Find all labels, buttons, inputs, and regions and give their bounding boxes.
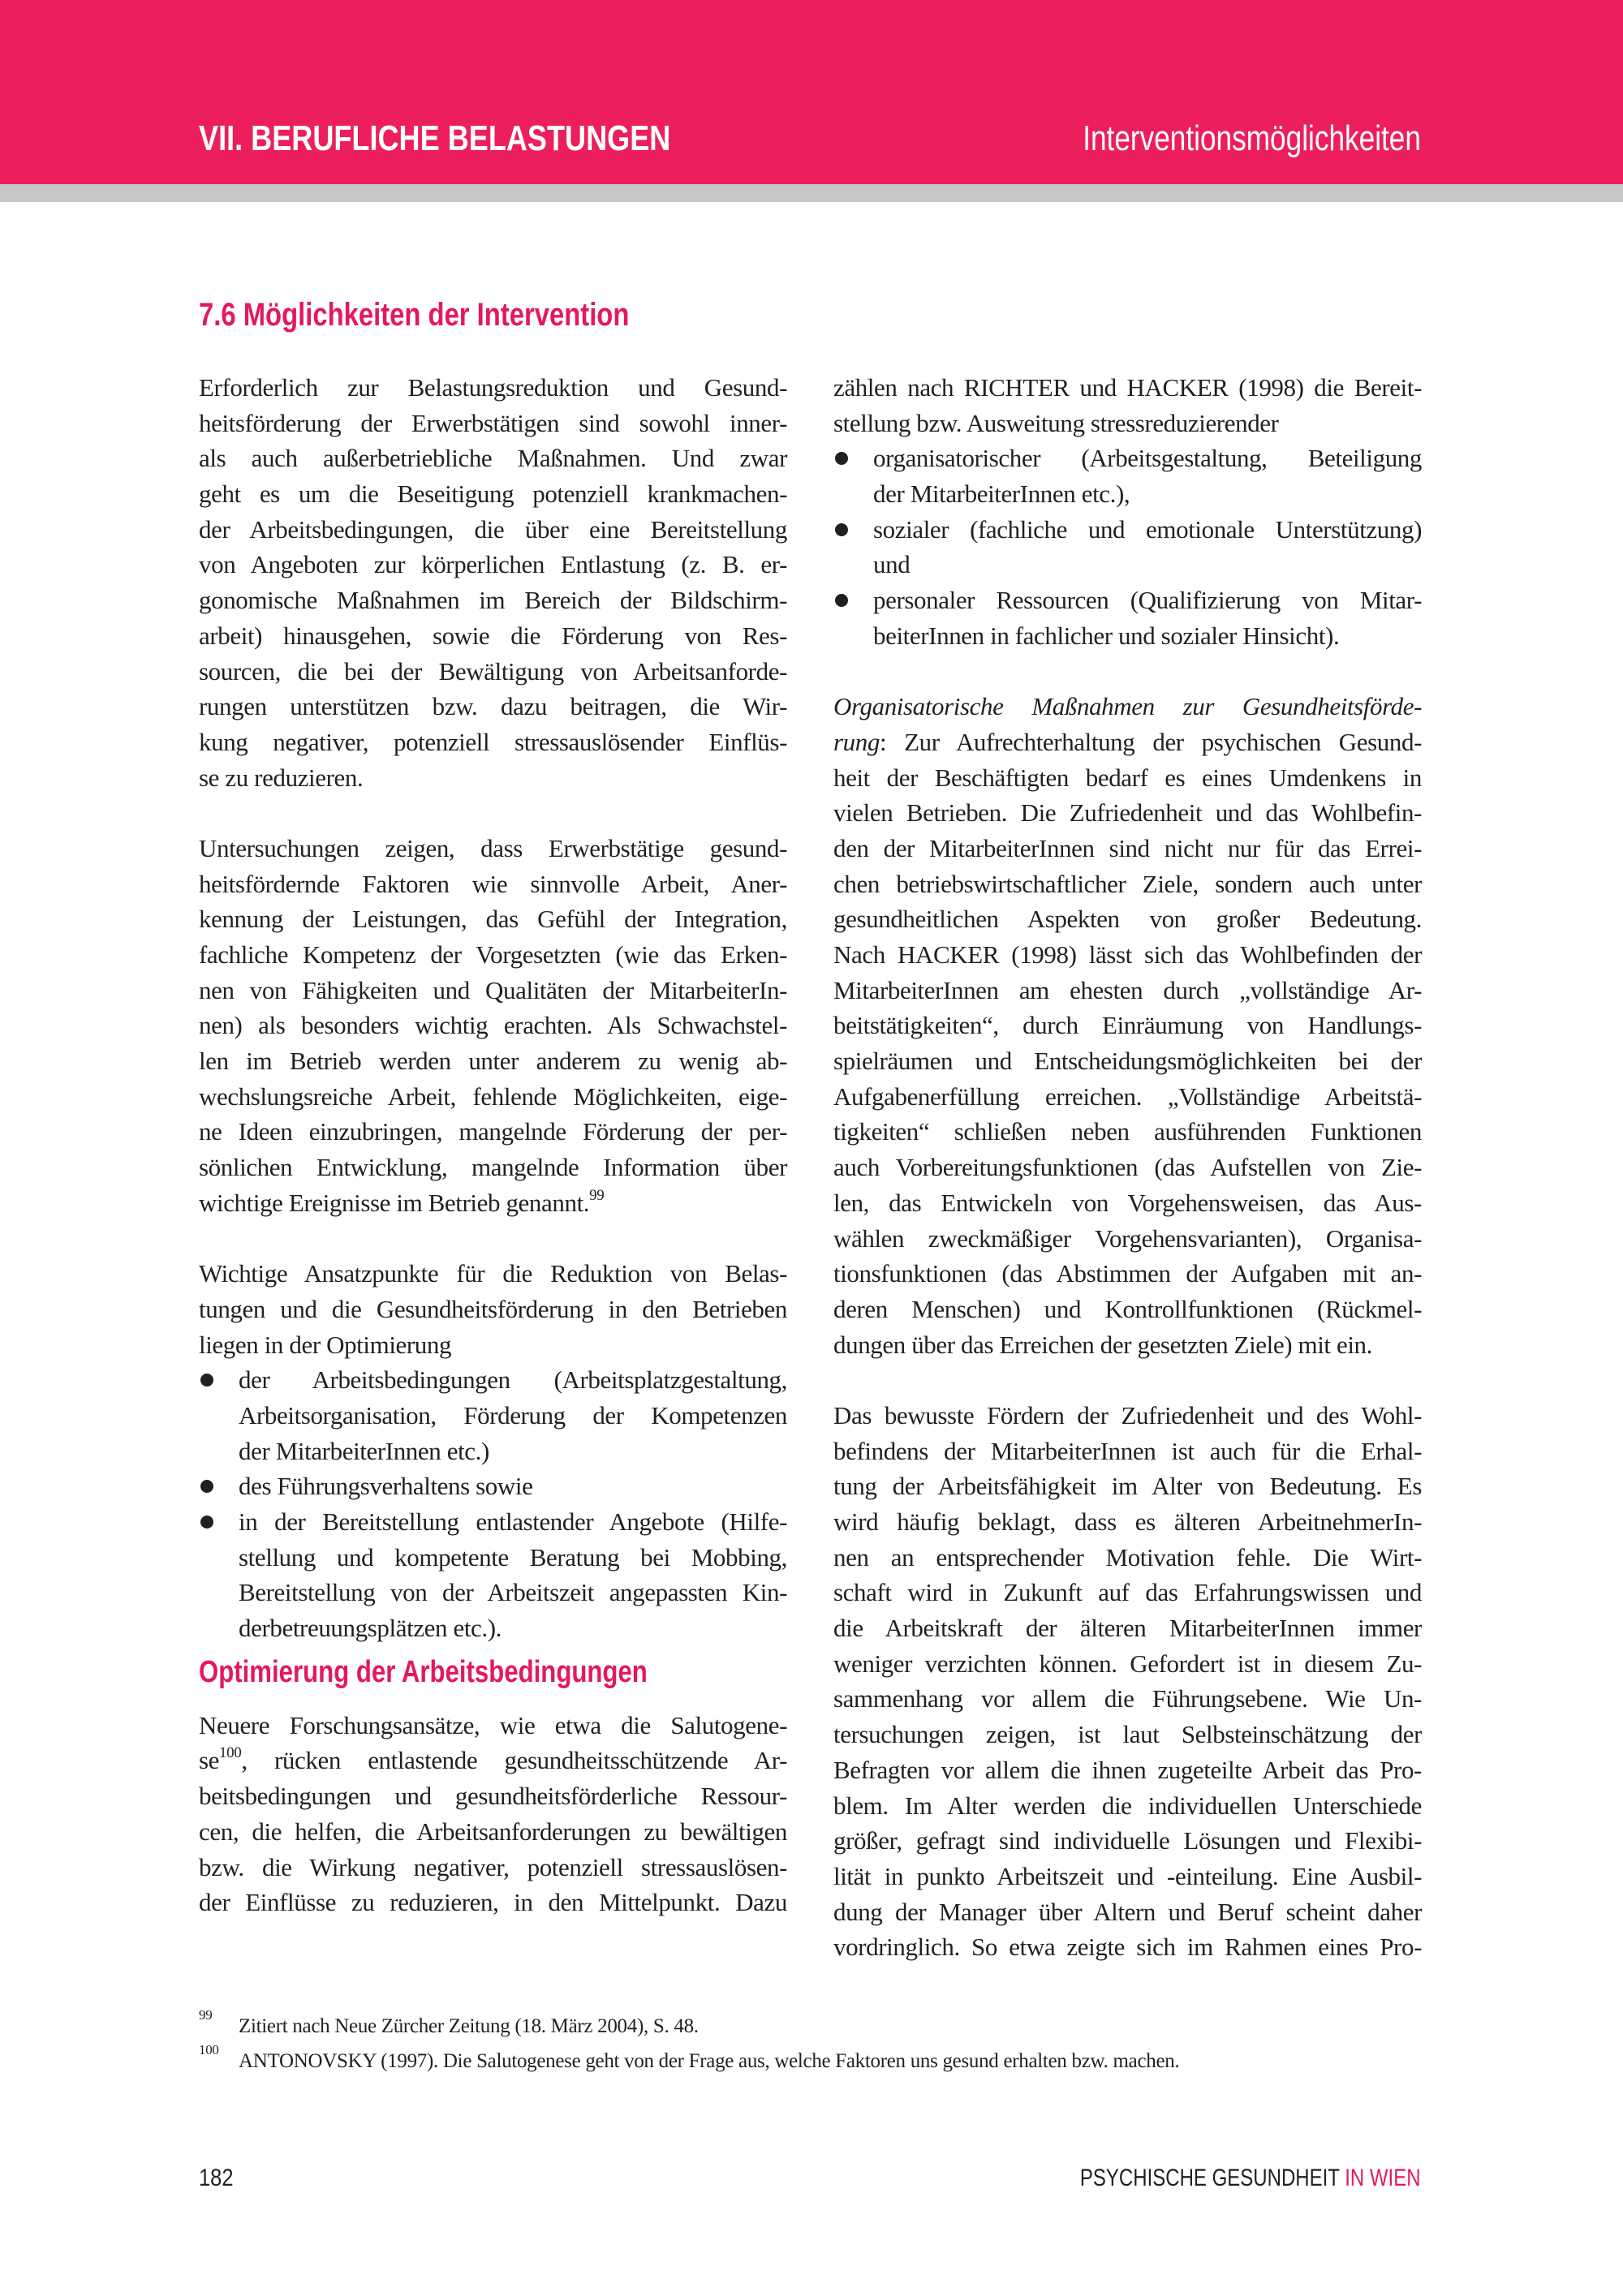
page-number: 182 <box>199 2165 234 2191</box>
text-line: nen an entsprechender Motivation fehle. Die Wirt- <box>833 1542 1422 1572</box>
text-line: die Arbeitskraft der älteren MitarbeiterInnen immer <box>833 1614 1422 1643</box>
footnote-text: Zitiert nach Neue Zürcher Zeitung (18. März 2004), S. 48. <box>239 2015 699 2037</box>
text-line: nen von Fähigkeiten und Qualitäten der MitarbeiterIn- <box>199 975 787 1004</box>
text-line: personaler Ressourcen (Qualifizierung von Mitar- <box>873 586 1422 615</box>
text-line: Erforderlich zur Belastungsreduktion und Gesund- <box>199 373 787 402</box>
text-line: als auch außerbetriebliche Maßnahmen. Und zwar <box>199 444 787 473</box>
italic-text: rung <box>833 727 880 756</box>
text-line: und <box>873 550 911 579</box>
text-line: len im Betrieb werden unter anderem zu wenig ab- <box>199 1047 787 1076</box>
text-line: auch Vorbereitungsfunktionen (das Aufstellen von Zie- <box>833 1153 1422 1182</box>
text-line: tigkeiten“ schließen neben ausführenden Funktionen <box>833 1117 1422 1146</box>
brand-accent: IN WIEN <box>1345 2165 1421 2191</box>
text-line: ne Ideen einzubringen, mangelnde Förderung der per- <box>199 1117 787 1146</box>
text-line: bzw. die Wirkung negativer, potenziell stressauslösen- <box>199 1852 787 1881</box>
text-line: Das bewusste Fördern der Zufriedenheit und des Wohl- <box>833 1400 1422 1430</box>
bullet-icon <box>200 1480 213 1493</box>
section-title: 7.6 Möglichkeiten der Intervention <box>199 297 630 333</box>
bullet-item <box>199 1504 787 1646</box>
text-line: der MitarbeiterInnen etc.) <box>239 1436 489 1465</box>
text-line: geht es um die Beseitigung potenziell krankmachen- <box>199 479 787 509</box>
bullet-icon <box>200 1374 213 1387</box>
paragraph <box>199 1708 787 1920</box>
text-line: nen) als besonders wichtig erachten. Als Schwachstel- <box>199 1011 787 1040</box>
paragraph <box>833 1398 1422 1965</box>
italic-text: Organisatorische Maßnahmen zur Gesundheitsförde- <box>833 692 1422 721</box>
bullet-item <box>833 441 1422 511</box>
footnote-number: 100 <box>199 2042 219 2057</box>
text-line: sönlichen Entwicklung, mangelnde Information über <box>199 1153 787 1182</box>
bullet-list <box>199 1362 787 1646</box>
left-column <box>199 370 787 1920</box>
text-line: heit der Beschäftigten bedarf es eines Umdenkens in <box>833 763 1422 792</box>
text-line: beitsbedingungen und gesundheitsförderliche Ressour- <box>199 1782 787 1811</box>
text-line: vielen Betrieben. Die Zufriedenheit und das Wohlbefin- <box>833 798 1422 828</box>
text-line: beitstätigkeiten“, durch Einräumung von Handlungs- <box>833 1011 1422 1040</box>
text-line: tersuchungen zeigen, ist laut Selbsteinschätzung der <box>833 1720 1422 1749</box>
text-line: von Angeboten zur körperlichen Entlastung (z. B. er- <box>199 550 787 579</box>
text-line: den der MitarbeiterInnen sind nicht nur für das Errei- <box>833 833 1422 862</box>
bullet-icon <box>835 594 848 607</box>
bullet-list <box>833 441 1422 653</box>
text-line: heitsfördernde Faktoren wie sinnvolle Arbeit, Aner- <box>199 869 787 898</box>
text-line: fachliche Kompetenz der Vorgesetzten (wie das Erken- <box>199 940 787 969</box>
text-line: der Einflüsse zu reduzieren, in den Mittelpunkt. Dazu <box>199 1888 787 1917</box>
text-line: zählen nach RICHTER und HACKER (1998) die Bereit- <box>833 373 1422 402</box>
text-line: se zu reduzieren. <box>199 763 364 792</box>
text-line: deren Menschen) und Kontrollfunktionen (Rückmel- <box>833 1294 1422 1323</box>
text-line: befindens der MitarbeiterInnen ist auch für die Erhal- <box>833 1436 1422 1465</box>
bullet-icon <box>200 1516 213 1529</box>
text-line: Untersuchungen zeigen, dass Erwerbstätige gesund- <box>199 833 787 862</box>
bullet-item <box>833 512 1422 583</box>
text-line: größer, gefragt sind individuelle Lösungen und Flexibi- <box>833 1826 1422 1855</box>
text-line: sourcen, die bei der Bewältigung von Arbeitsanforde- <box>199 656 787 686</box>
text-line: lität in punkto Arbeitszeit und -einteilung. Eine Ausbil- <box>833 1861 1422 1890</box>
text-line: sozialer (fachliche und emotionale Unterstützung) <box>873 514 1422 544</box>
footnote-ref: 100 <box>219 1744 242 1762</box>
text-line: dung der Manager über Altern und Beruf scheint daher <box>833 1897 1422 1926</box>
subsection-heading: Optimierung der Arbeitsbedingungen <box>199 1654 648 1689</box>
text-line: dungen über das Erreichen der gesetzten Ziele) mit ein. <box>833 1330 1373 1359</box>
text-segment: wichtige Ereignisse im Betrieb genannt. <box>199 1188 590 1217</box>
text-line: in der Bereitstellung entlastender Angebote (Hilfe- <box>239 1507 787 1536</box>
text-line: tionsfunktionen (das Abstimmen der Aufgaben mit an- <box>833 1259 1422 1288</box>
paragraph <box>199 831 787 1221</box>
footnote-number: 99 <box>199 2007 213 2023</box>
text-line: MitarbeiterInnen am ehesten durch „vollständige Ar- <box>833 975 1422 1004</box>
text-line: stellung bzw. Ausweitung stressreduzierender <box>833 408 1279 437</box>
text-line: heitsförderung der Erwerbstätigen sind sowohl inner- <box>199 408 787 437</box>
text-line: Aufgabenerfüllung erreichen. „Vollständige Arbeitstä- <box>833 1081 1422 1111</box>
text-line: Arbeitsorganisation, Förderung der Kompetenzen <box>239 1400 787 1430</box>
footnote-ref: 99 <box>589 1186 605 1204</box>
text-line: des Führungsverhaltens sowie <box>239 1472 533 1501</box>
text-segment: , rücken entlastende gesundheitsschützende Ar- <box>241 1746 787 1775</box>
text-line: gesundheitlichen Aspekten von großer Bedeutung. <box>833 905 1422 934</box>
text-line: liegen in der Optimierung <box>199 1330 452 1359</box>
text-line <box>199 1743 787 1778</box>
topic-title: Interventionsmöglichkeiten <box>1083 118 1421 158</box>
paragraph-gap <box>199 795 787 831</box>
text-line: Befragten vor allem die ihnen zugeteilte Arbeit das Pro- <box>833 1755 1422 1784</box>
text-line: stellung und kompetente Beratung bei Mobbing, <box>239 1542 787 1572</box>
text-line: len, das Entwickeln von Vorgehensweisen, das Aus- <box>833 1188 1422 1217</box>
text-line: arbeit) hinausgehen, sowie die Förderung von Res- <box>199 621 787 650</box>
text-line: der Arbeitsbedingungen, die über eine Bereitstellung <box>199 514 787 544</box>
text-line: blem. Im Alter werden die individuellen Unterschiede <box>833 1791 1422 1820</box>
text-line: schaft wird in Zukunft auf das Erfahrungswissen und <box>833 1578 1422 1607</box>
text-line: gonomische Maßnahmen im Bereich der Bildschirm- <box>199 586 787 615</box>
text-line: beiterInnen in fachlicher und sozialer Hinsicht). <box>873 621 1340 650</box>
paragraph-gap <box>833 1362 1422 1398</box>
text-line: vordringlich. So etwa zeigte sich im Rahmen eines Pro- <box>833 1933 1422 1962</box>
footer-brand <box>1080 2165 1421 2192</box>
text-line: spielräumen und Entscheidungsmöglichkeiten bei der <box>833 1047 1422 1076</box>
text-line: Nach HACKER (1998) lässt sich das Wohlbefinden der <box>833 940 1422 969</box>
text-line: der Arbeitsbedingungen (Arbeitsplatzgestaltung, <box>239 1365 787 1395</box>
paragraph-gap <box>833 654 1422 690</box>
text-line <box>833 689 1422 724</box>
text-line: kung negativer, potenziell stressauslösender Einflüs- <box>199 727 787 756</box>
text-line: wechslungsreiche Arbeit, fehlende Möglichkeiten, eige- <box>199 1081 787 1111</box>
text-line: wählen zweckmäßiger Vorgehensvarianten), Organisa- <box>833 1223 1422 1253</box>
text-line: rungen unterstützen bzw. dazu beitragen, die Wir- <box>199 692 787 721</box>
paragraph <box>199 1256 787 1362</box>
text-line: wird häufig beklagt, dass es älteren ArbeitnehmerIn- <box>833 1507 1422 1536</box>
brand-main: PSYCHISCHE GESUNDHEIT <box>1080 2165 1340 2191</box>
right-column <box>833 370 1422 1965</box>
footnote-text: ANTONOVSKY (1997). Die Salutogenese geht von der Frage aus, welche Faktoren uns gesund erhalten bzw. machen. <box>239 2050 1180 2072</box>
text-line: Neuere Forschungsansätze, wie etwa die Salutogene- <box>199 1710 787 1739</box>
paragraph <box>199 370 787 795</box>
text-line: der MitarbeiterInnen etc.), <box>873 479 1130 509</box>
bullet-icon <box>835 452 848 465</box>
header-divider <box>0 184 1623 202</box>
bullet-item <box>199 1468 787 1504</box>
text-line: kennung der Leistungen, das Gefühl der Integration, <box>199 905 787 934</box>
text-line: weniger verzichten können. Gefordert ist in diesem Zu- <box>833 1649 1422 1678</box>
text-line: organisatorischer (Arbeitsgestaltung, Beteiligung <box>873 444 1422 473</box>
paragraph <box>833 370 1422 441</box>
chapter-title: VII. BERUFLICHE BELASTUNGEN <box>199 118 671 158</box>
text-line: Wichtige Ansatzpunkte für die Reduktion von Belas- <box>199 1259 787 1288</box>
text-segment: se <box>199 1746 220 1775</box>
text-line: tung der Arbeitsfähigkeit im Alter von Bedeutung. Es <box>833 1472 1422 1501</box>
paragraph-gap <box>199 1221 787 1257</box>
bullet-icon <box>835 523 848 536</box>
text-segment: : Zur Aufrechterhaltung der psychischen Gesund- <box>879 727 1422 756</box>
bullet-item <box>833 583 1422 653</box>
text-line: derbetreuungsplätzen etc.). <box>239 1614 502 1643</box>
bullet-item <box>199 1362 787 1468</box>
text-line <box>833 724 1422 760</box>
text-line: tungen und die Gesundheitsförderung in den Betrieben <box>199 1294 787 1323</box>
text-line <box>199 1185 787 1221</box>
text-line: Bereitstellung von der Arbeitszeit angepassten Kin- <box>239 1578 787 1607</box>
text-line: cen, die helfen, die Arbeitsanforderungen zu bewältigen <box>199 1817 787 1846</box>
text-line: chen betriebswirtschaftlicher Ziele, sondern auch unter <box>833 869 1422 898</box>
paragraph <box>833 689 1422 1362</box>
text-line: sammenhang vor allem die Führungsebene. Wie Un- <box>833 1684 1422 1713</box>
